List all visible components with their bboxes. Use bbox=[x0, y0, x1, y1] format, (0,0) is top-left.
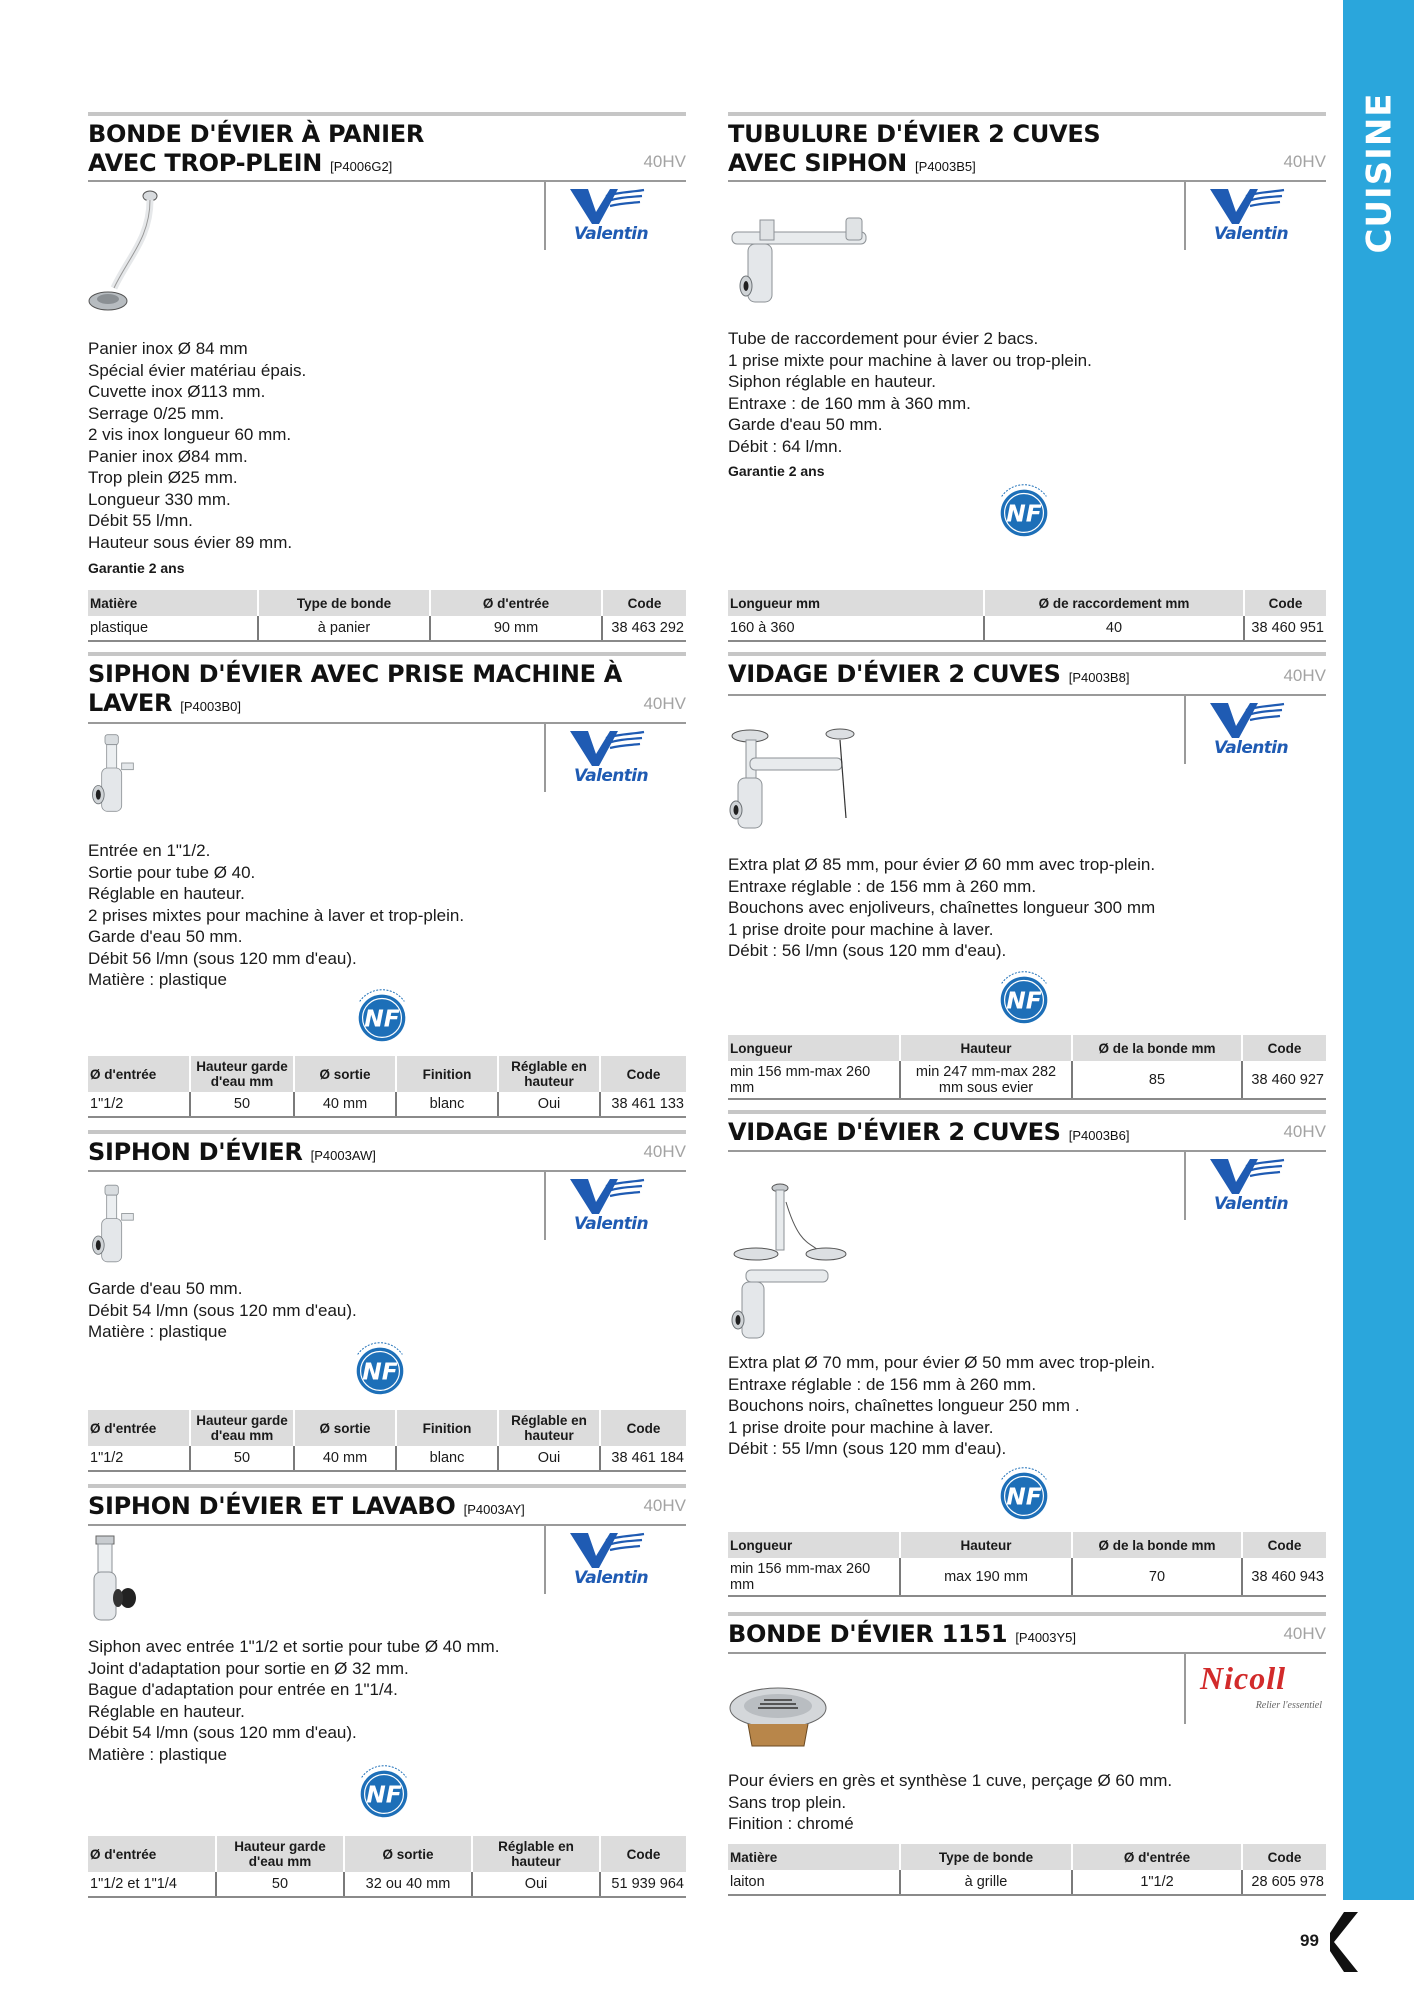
table-header-cell: Ø d'entrée bbox=[430, 590, 602, 616]
table-header-cell: Code bbox=[600, 1836, 686, 1872]
product-description: Entrée en 1"1/2. Sortie pour tube Ø 40. Réglable en hauteur. 2 prises mixtes pour machine à laver et trop-plein. Garde d'eau 50 mm. Débit 56 l/mn (sous 120 mm d'eau). Matière : plastique bbox=[88, 841, 465, 989]
table-header-cell: Hauteur bbox=[900, 1532, 1072, 1558]
table-row bbox=[88, 1872, 686, 1897]
cuisine-sidebar bbox=[1343, 0, 1414, 1900]
table-cell: 38 460 927 bbox=[1242, 1061, 1326, 1099]
table-cell: 40 mm bbox=[294, 1446, 396, 1471]
table-header-cell: Code bbox=[600, 1056, 686, 1092]
product-title: SIPHON D'ÉVIER AVEC PRISE MACHINE À LAVER [P4003B0] bbox=[88, 660, 623, 717]
product-image bbox=[728, 728, 858, 838]
section-divider bbox=[88, 1484, 686, 1488]
nicoll-logo: Nicoll Relier l'essentiel bbox=[1184, 1654, 1326, 1724]
hv-code: 40HV bbox=[643, 1496, 686, 1515]
table-header-cell: Réglable en hauteur bbox=[498, 1410, 600, 1446]
hv-code: 40HV bbox=[643, 694, 686, 713]
table-cell: Oui bbox=[472, 1872, 600, 1897]
table-header-cell: Ø d'entrée bbox=[1072, 1844, 1242, 1870]
product-description: Panier inox Ø 84 mm Spécial évier matériau épais. Cuvette inox Ø113 mm. Serrage 0/25 mm. 2 vis inox longueur 60 mm. Panier inox Ø84 mm. Trop plein Ø25 mm. Longueur 330 mm. Débit 55 l/mn. Hauteur sous évier 89 mm. bbox=[88, 339, 307, 552]
product-title: VIDAGE D'ÉVIER 2 CUVES [P4003B8] bbox=[728, 660, 1130, 688]
table-cell: max 190 mm bbox=[900, 1558, 1072, 1596]
table-cell: 90 mm bbox=[430, 616, 602, 641]
table-row bbox=[88, 1092, 686, 1117]
table-cell: min 247 mm-max 282 mm sous evier bbox=[900, 1061, 1072, 1099]
table-header-cell: Code bbox=[1242, 1844, 1326, 1870]
table-header-cell: Réglable en hauteur bbox=[498, 1056, 600, 1092]
table-header-cell: Ø de la bonde mm bbox=[1072, 1532, 1242, 1558]
table-cell: 38 460 951 bbox=[1244, 616, 1326, 641]
table-cell: à grille bbox=[900, 1870, 1072, 1895]
guarantee: Garantie 2 ans bbox=[728, 463, 825, 479]
valentin-logo: Valentin bbox=[544, 724, 662, 792]
section-divider bbox=[88, 112, 686, 116]
section-divider bbox=[88, 1130, 686, 1134]
table-header-cell: Ø d'entrée bbox=[88, 1836, 216, 1872]
table-header-cell: Hauteur garde d'eau mm bbox=[190, 1056, 294, 1092]
section-label: CUISINE bbox=[1360, 91, 1400, 254]
valentin-logo-icon bbox=[1206, 186, 1286, 226]
table-header-cell: Ø sortie bbox=[294, 1056, 396, 1092]
table-cell: blanc bbox=[396, 1446, 498, 1471]
table-header-cell: Code bbox=[600, 1410, 686, 1446]
product-description: Tube de raccordement pour évier 2 bacs. 1 prise mixte pour machine à laver ou trop-plein. Siphon réglable en hauteur. Entraxe : de 160 mm à 360 mm. Garde d'eau 50 mm. Débit : 64 l/mn. bbox=[728, 329, 1092, 456]
product-bonde-1151 bbox=[728, 1612, 1326, 1902]
table-header-cell: Ø de raccordement mm bbox=[984, 590, 1244, 616]
table-header-cell: Ø d'entrée bbox=[88, 1410, 190, 1446]
table-header-cell: Code bbox=[602, 590, 686, 616]
product-image bbox=[88, 1534, 144, 1626]
table-cell: 70 bbox=[1072, 1558, 1242, 1596]
table-cell: 160 à 360 bbox=[728, 616, 984, 641]
product-image bbox=[728, 210, 873, 320]
table-header-cell: Longueur mm bbox=[728, 590, 984, 616]
product-tubulure bbox=[728, 112, 1326, 642]
table-cell: à panier bbox=[258, 616, 430, 641]
product-vidage-b8 bbox=[728, 652, 1326, 1107]
nf-certification-icon bbox=[346, 1335, 414, 1403]
valentin-logo-icon bbox=[566, 1176, 646, 1216]
table-header-cell: Finition bbox=[396, 1410, 498, 1446]
hv-code: 40HV bbox=[643, 152, 686, 171]
product-table bbox=[728, 590, 1326, 642]
product-title: SIPHON D'ÉVIER [P4003AW] bbox=[88, 1138, 376, 1166]
table-cell: Oui bbox=[498, 1092, 600, 1117]
table-cell: 1"1/2 bbox=[88, 1446, 190, 1471]
product-image bbox=[728, 1182, 848, 1347]
table-cell: 32 ou 40 mm bbox=[344, 1872, 472, 1897]
table-row bbox=[88, 616, 686, 641]
guarantee: Garantie 2 ans bbox=[88, 560, 185, 576]
table-cell: min 156 mm-max 260 mm bbox=[728, 1558, 900, 1596]
product-siphon-evier bbox=[88, 1130, 686, 1475]
table-row bbox=[728, 1558, 1326, 1596]
table-header-cell: Matière bbox=[88, 590, 258, 616]
table-cell: 40 mm bbox=[294, 1092, 396, 1117]
hv-code: 40HV bbox=[1283, 1624, 1326, 1643]
product-title: BONDE D'ÉVIER À PANIER AVEC TROP-PLEIN [P4006G2] bbox=[88, 120, 425, 177]
table-cell: 1"1/2 bbox=[88, 1092, 190, 1117]
table-cell: 50 bbox=[190, 1092, 294, 1117]
table-header-cell: Ø de la bonde mm bbox=[1072, 1035, 1242, 1061]
table-cell: min 156 mm-max 260 mm bbox=[728, 1061, 900, 1099]
table-cell: Oui bbox=[498, 1446, 600, 1471]
product-title: VIDAGE D'ÉVIER 2 CUVES [P4003B6] bbox=[728, 1118, 1130, 1146]
page-number: 99 bbox=[1300, 1931, 1319, 1950]
valentin-logo: Valentin bbox=[544, 1172, 662, 1240]
table-row bbox=[728, 1870, 1326, 1895]
table-row bbox=[728, 1061, 1326, 1099]
table-header-cell: Ø sortie bbox=[294, 1410, 396, 1446]
section-divider bbox=[728, 1612, 1326, 1616]
table-header-cell: Code bbox=[1244, 590, 1326, 616]
table-header-cell: Hauteur bbox=[900, 1035, 1072, 1061]
table-header-cell: Hauteur garde d'eau mm bbox=[190, 1410, 294, 1446]
table-header-cell: Finition bbox=[396, 1056, 498, 1092]
table-cell: 40 bbox=[984, 616, 1244, 641]
product-siphon-machine bbox=[88, 652, 686, 1132]
product-description: Garde d'eau 50 mm. Débit 54 l/mn (sous 120 mm d'eau). Matière : plastique bbox=[88, 1279, 357, 1341]
valentin-logo-icon bbox=[1206, 700, 1286, 740]
hv-code: 40HV bbox=[1283, 666, 1326, 685]
table-header-cell: Réglable en hauteur bbox=[472, 1836, 600, 1872]
table-cell: laiton bbox=[728, 1870, 900, 1895]
nf-certification-icon bbox=[350, 1758, 418, 1826]
table-header-cell: Longueur bbox=[728, 1532, 900, 1558]
product-bonde-panier bbox=[88, 112, 686, 642]
table-header-cell: Longueur bbox=[728, 1035, 900, 1061]
nicoll-logo-icon: Nicoll bbox=[1200, 1660, 1286, 1696]
table-cell: 50 bbox=[216, 1872, 344, 1897]
product-title: SIPHON D'ÉVIER ET LAVABO [P4003AY] bbox=[88, 1492, 525, 1520]
product-image bbox=[90, 1180, 140, 1272]
nf-certification-icon bbox=[990, 477, 1058, 545]
table-header-cell: Ø d'entrée bbox=[88, 1056, 190, 1092]
table-header-cell: Hauteur garde d'eau mm bbox=[216, 1836, 344, 1872]
hv-code: 40HV bbox=[1283, 152, 1326, 171]
section-divider bbox=[728, 1110, 1326, 1114]
product-image bbox=[88, 188, 178, 313]
nf-certification-icon bbox=[348, 982, 416, 1050]
table-cell: 50 bbox=[190, 1446, 294, 1471]
product-table bbox=[88, 1056, 686, 1118]
valentin-logo: Valentin bbox=[1184, 182, 1302, 250]
table-cell: 38 461 133 bbox=[600, 1092, 686, 1117]
nf-certification-icon bbox=[990, 1460, 1058, 1528]
table-row bbox=[88, 1446, 686, 1471]
table-header-cell: Type de bonde bbox=[900, 1844, 1072, 1870]
product-vidage-b6 bbox=[728, 1110, 1326, 1593]
table-header-cell: Code bbox=[1242, 1532, 1326, 1558]
product-table bbox=[88, 1410, 686, 1472]
table-cell: 1"1/2 et 1"1/4 bbox=[88, 1872, 216, 1897]
product-table bbox=[728, 1532, 1326, 1597]
product-description: Siphon avec entrée 1"1/2 et sortie pour tube Ø 40 mm. Joint d'adaptation pour sortie en Ø 32 mm. Bague d'adaptation pour entrée en 1"1/4. Réglable en hauteur. Débit 54 l/mn (sous 120 mm d'eau). Matière : plastique bbox=[88, 1637, 500, 1764]
table-header-cell: Matière bbox=[728, 1844, 900, 1870]
product-description: Pour éviers en grès et synthèse 1 cuve, perçage Ø 60 mm. Sans trop plein. Finition : chromé bbox=[728, 1771, 1173, 1833]
valentin-logo-icon bbox=[566, 1530, 646, 1570]
table-cell: 1"1/2 bbox=[1072, 1870, 1242, 1895]
valentin-logo: Valentin bbox=[1184, 1152, 1302, 1220]
product-table bbox=[88, 590, 686, 642]
product-description: Extra plat Ø 70 mm, pour évier Ø 50 mm avec trop-plein. Entraxe réglable : de 156 mm à 260 mm. Bouchons noirs, chaînettes longueur 250 mm . 1 prise droite pour machine à laver. Débit : 55 l/mn (sous 120 mm d'eau). bbox=[728, 1353, 1156, 1458]
product-image bbox=[728, 1684, 828, 1759]
valentin-logo: Valentin bbox=[544, 182, 662, 250]
table-cell: 38 461 184 bbox=[600, 1446, 686, 1471]
nf-certification-icon bbox=[990, 964, 1058, 1032]
product-table bbox=[728, 1035, 1326, 1100]
table-cell: 38 463 292 bbox=[602, 616, 686, 641]
table-cell: blanc bbox=[396, 1092, 498, 1117]
valentin-logo-icon bbox=[566, 728, 646, 768]
table-cell: 28 605 978 bbox=[1242, 1870, 1326, 1895]
product-title: TUBULURE D'ÉVIER 2 CUVES AVEC SIPHON [P4003B5] bbox=[728, 120, 1101, 177]
table-cell: 51 939 964 bbox=[600, 1872, 686, 1897]
table-cell: plastique bbox=[88, 616, 258, 641]
table-cell: 38 460 943 bbox=[1242, 1558, 1326, 1596]
hv-code: 40HV bbox=[643, 1142, 686, 1161]
product-siphon-lavabo bbox=[88, 1484, 686, 1904]
product-title: BONDE D'ÉVIER 1151 [P4003Y5] bbox=[728, 1620, 1077, 1648]
table-cell: 85 bbox=[1072, 1061, 1242, 1099]
table-header-cell: Type de bonde bbox=[258, 590, 430, 616]
section-divider bbox=[88, 652, 686, 656]
table-row bbox=[728, 616, 1326, 641]
section-divider bbox=[728, 652, 1326, 656]
valentin-logo-icon bbox=[566, 186, 646, 226]
valentin-logo: Valentin bbox=[544, 1526, 662, 1594]
hv-code: 40HV bbox=[1283, 1122, 1326, 1141]
product-table bbox=[88, 1836, 686, 1898]
product-image bbox=[90, 728, 140, 823]
valentin-logo-icon bbox=[1206, 1156, 1286, 1196]
table-header-cell: Code bbox=[1242, 1035, 1326, 1061]
page-corner-arrow-icon bbox=[1330, 1912, 1360, 1972]
table-header-cell: Ø sortie bbox=[344, 1836, 472, 1872]
product-description: Extra plat Ø 85 mm, pour évier Ø 60 mm avec trop-plein. Entraxe réglable : de 156 mm à 260 mm. Bouchons avec enjoliveurs, chaînettes longueur 300 mm 1 prise droite pour machine à laver. Débit : 56 l/mn (sous 120 mm d'eau). bbox=[728, 855, 1156, 960]
product-table bbox=[728, 1844, 1326, 1896]
valentin-logo: Valentin bbox=[1184, 696, 1302, 764]
section-divider bbox=[728, 112, 1326, 116]
